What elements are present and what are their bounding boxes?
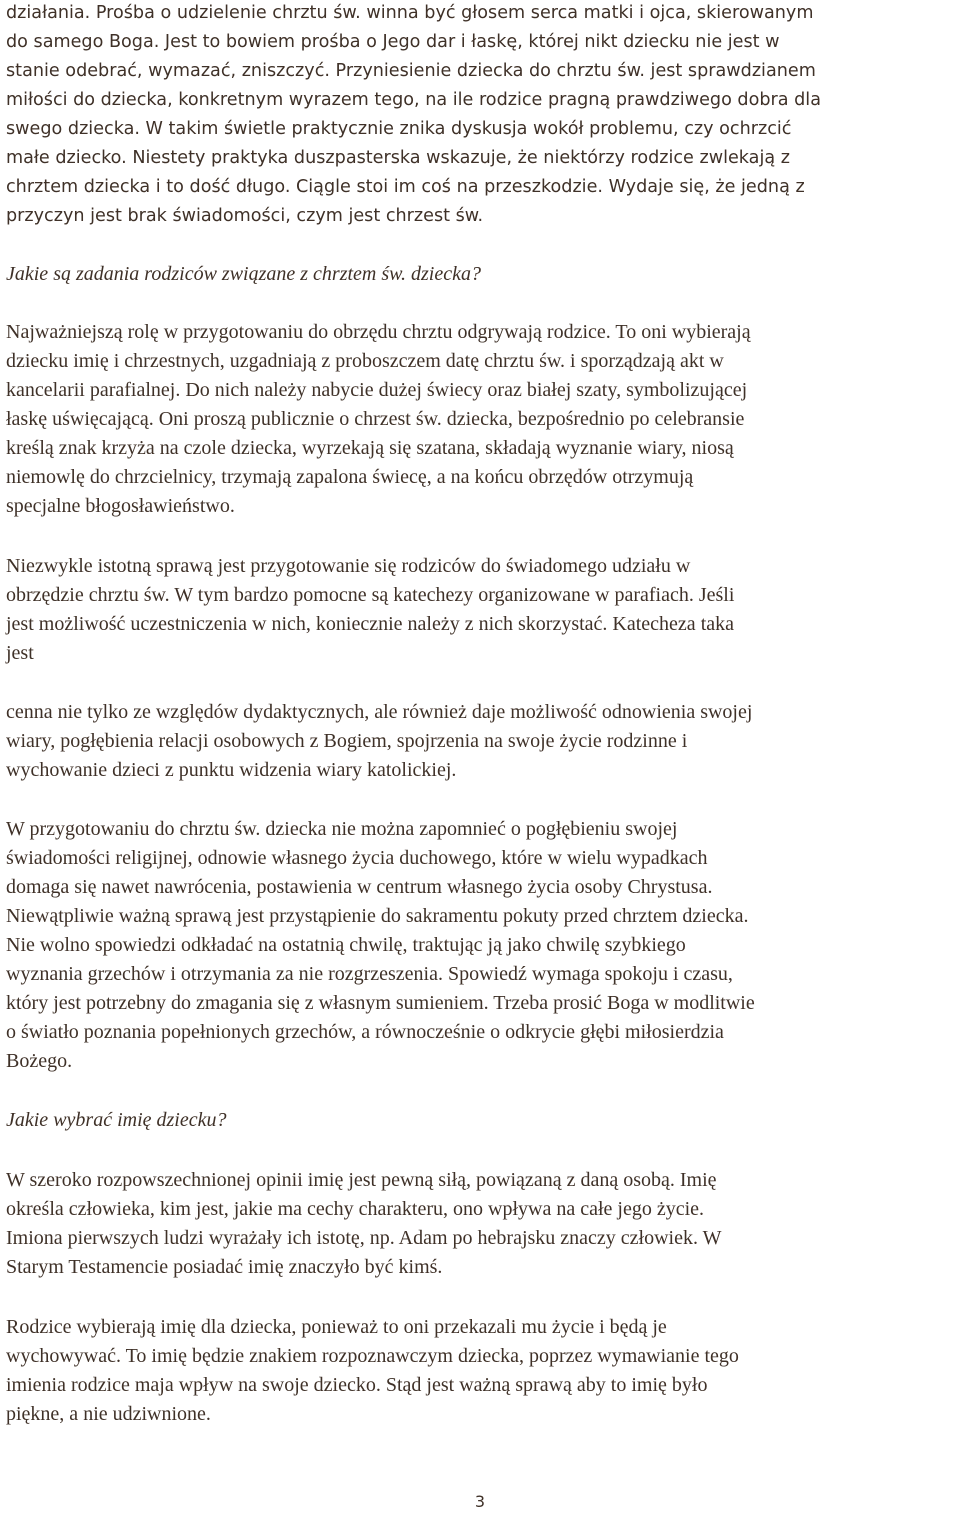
- paragraph-line: chrztem dziecka i to dość długo. Ciągle stoi im coś na przeszkodzie. Wydaje się, że jedną z: [6, 177, 805, 197]
- paragraph-line: wiary, pogłębienia relacji osobowych z Bogiem, spojrzenia na swoje życie rodzinne i: [6, 730, 688, 752]
- paragraph-line: o światło poznania popełnionych grzechów, a równocześnie o odkrycie głębi miłosierdzia: [6, 1021, 724, 1043]
- paragraph-line: kancelarii parafialnej. Do nich należy nabycie dużej świecy oraz białej szaty, symbolizującej: [6, 379, 748, 401]
- paragraph-line: piękne, a nie udziwnione.: [6, 1403, 211, 1425]
- paragraph-line: Rodzice wybierają imię dla dziecka, ponieważ to oni przekazali mu życie i będą je: [6, 1316, 667, 1338]
- page-number: 3: [474, 1492, 486, 1511]
- section-heading: Jakie są zadania rodziców związane z chrztem św. dziecka?: [6, 263, 481, 285]
- paragraph-line: Nie wolno spowiedzi odkładać na ostatnią chwilę, traktując ją jako chwilę szybkiego: [6, 934, 686, 956]
- paragraph-line: Starym Testamencie posiadać imię znaczyło być kimś.: [6, 1256, 443, 1278]
- paragraph-line: imienia rodzice maja wpływ na swoje dziecko. Stąd jest ważną sprawą aby to imię było: [6, 1374, 708, 1396]
- paragraph-line: Imiona pierwszych ludzi wyrażały ich istotę, np. Adam po hebrajsku znaczy człowiek. W: [6, 1227, 722, 1249]
- paragraph-line: jest możliwość uczestniczenia w nich, koniecznie należy z nich skorzystać. Katecheza taka: [6, 613, 734, 635]
- paragraph-line: specjalne błogosławieństwo.: [6, 495, 235, 517]
- paragraph-line: przyczyn jest brak świadomości, czym jest chrzest św.: [6, 206, 484, 226]
- paragraph-line: który jest potrzebny do zmagania się z własnym sumieniem. Trzeba prosić Boga w modlitwie: [6, 992, 755, 1014]
- paragraph-line: domaga się nawet nawrócenia, postawienia w centrum własnego życia osoby Chrystusa.: [6, 876, 713, 898]
- paragraph-line: swego dziecka. W takim świetle praktycznie znika dyskusja wokół problemu, czy ochrzcić: [6, 119, 792, 139]
- paragraph-line: niemowlę do chrzcielnicy, trzymają zapalona świecę, a na końcu obrzędów otrzymują: [6, 466, 694, 488]
- paragraph-line: kreślą znak krzyża na czole dziecka, wyrzekają się szatana, składają wyznanie wiary, niosą: [6, 437, 734, 459]
- paragraph-line: stanie odebrać, wymazać, zniszczyć. Przyniesienie dziecka do chrztu św. jest sprawdzianem: [6, 61, 816, 81]
- paragraph-line: Bożego.: [6, 1050, 73, 1072]
- paragraph-line: obrzędzie chrztu św. W tym bardzo pomocne są katechezy organizowane w parafiach. Jeśli: [6, 584, 735, 606]
- paragraph-line: cenna nie tylko ze względów dydaktycznych, ale również daje możliwość odnowienia swojej: [6, 701, 753, 723]
- paragraph-line: do samego Boga. Jest to bowiem prośba o Jego dar i łaskę, której nikt dziecku nie jest w: [6, 32, 780, 52]
- paragraph-line: dziecku imię i chrzestnych, uzgadniają z proboszczem datę chrztu św. i sporządzają akt w: [6, 350, 724, 372]
- paragraph-line: W przygotowaniu do chrztu św. dziecka nie można zapomnieć o pogłębieniu swojej: [6, 818, 678, 840]
- paragraph-line: działania. Prośba o udzielenie chrztu św. winna być głosem serca matki i ojca, skierowanym: [6, 3, 814, 23]
- paragraph-line: łaskę uświęcającą. Oni proszą publicznie o chrzest św. dziecka, bezpośrednio po celebransie: [6, 408, 745, 430]
- paragraph-line: miłości do dziecka, konkretnym wyrazem tego, na ile rodzice pragną prawdziwego dobra dla: [6, 90, 821, 110]
- paragraph-line: W szeroko rozpowszechnionej opinii imię jest pewną siłą, powiązaną z daną osobą. Imię: [6, 1169, 717, 1191]
- paragraph-line: wyznania grzechów i otrzymania za nie rozgrzeszenia. Spowiedź wymaga spokoju i czasu,: [6, 963, 733, 985]
- paragraph-line: wychowanie dzieci z punktu widzenia wiary katolickiej.: [6, 759, 457, 781]
- paragraph-line: Niewątpliwie ważną sprawą jest przystąpienie do sakramentu pokuty przed chrztem dziecka.: [6, 905, 749, 927]
- paragraph-line: określa człowieka, kim jest, jakie ma cechy charakteru, ono wpływa na całe jego życie.: [6, 1198, 705, 1220]
- paragraph-line: Najważniejszą rolę w przygotowaniu do obrzędu chrztu odgrywają rodzice. To oni wybierają: [6, 321, 751, 343]
- paragraph-line: świadomości religijnej, odnowie własnego życia duchowego, które w wielu wypadkach: [6, 847, 708, 869]
- paragraph-line: wychowywać. To imię będzie znakiem rozpoznawczym dziecka, poprzez wymawianie tego: [6, 1345, 739, 1367]
- paragraph-line: jest: [6, 642, 34, 664]
- section-heading: Jakie wybrać imię dziecku?: [6, 1109, 227, 1131]
- paragraph-line: małe dziecko. Niestety praktyka duszpasterska wskazuje, że niektórzy rodzice zwlekają z: [6, 148, 790, 168]
- paragraph-line: Niezwykle istotną sprawą jest przygotowanie się rodziców do świadomego udziału w: [6, 555, 691, 577]
